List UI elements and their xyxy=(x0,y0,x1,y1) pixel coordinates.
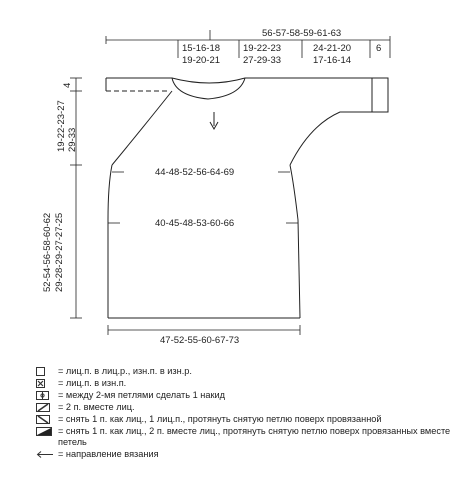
sleeve-bottom-label: 17-16-14 xyxy=(313,55,352,66)
arrow-left-icon xyxy=(36,449,58,460)
legend-item xyxy=(36,378,456,390)
legend-text: = снять 1 п. как лиц., 2 п. вместе лиц., протянуть снятую петлю поверх провязанных вместе петель xyxy=(58,426,451,447)
yarn-over-icon xyxy=(36,390,58,401)
body-total-bottom-label: 29-28-29-27-27-25 xyxy=(54,212,65,292)
legend-text: = снять 1 п. как лиц., 1 лиц.п., протянуть снятую петлю поверх провязанной xyxy=(58,414,382,424)
waist-label: 40-45-48-53-60-66 xyxy=(155,218,235,229)
width-markers xyxy=(108,172,298,223)
legend-text: = лиц.п. в лиц.р., изн.п. в изн.р. xyxy=(58,366,192,376)
yoke-small-label: 4 xyxy=(62,82,73,88)
legend-item xyxy=(36,414,456,426)
armhole-bottom-label: 29-33 xyxy=(67,127,78,152)
legend-item xyxy=(36,449,456,461)
legend-item xyxy=(36,426,456,449)
legend-item xyxy=(36,366,456,378)
ssk-icon xyxy=(36,414,58,425)
body-total-top-label: 52-54-56-58-60-62 xyxy=(42,212,53,292)
left-dimension-lines xyxy=(70,78,82,318)
legend-text: = 2 п. вместе лиц. xyxy=(58,402,135,412)
legend-text: = лиц.п. в изн.п. xyxy=(58,378,127,388)
raglan-bottom-label: 27-29-33 xyxy=(243,55,282,66)
legend-item xyxy=(36,402,456,414)
neck-bottom-label: 19-20-21 xyxy=(182,55,221,66)
sleeve-top-label: 24-21-20 xyxy=(313,43,352,54)
legend-item xyxy=(36,390,456,402)
chest-label: 44-48-52-56-64-69 xyxy=(155,167,235,178)
empty-square-icon xyxy=(36,366,58,377)
raglan-top-label: 19-22-23 xyxy=(243,43,282,54)
knitting-direction-arrow xyxy=(210,112,218,129)
legend xyxy=(36,366,456,461)
legend-text: = направление вязания xyxy=(58,449,159,459)
sk2p-icon xyxy=(36,426,58,437)
cross-square-icon xyxy=(36,378,58,389)
legend-text: = между 2-мя петлями сделать 1 накид xyxy=(58,390,225,400)
garment-outline xyxy=(106,78,388,318)
hem-label: 47-52-55-60-67-73 xyxy=(160,335,240,346)
neck-top-label: 15-16-18 xyxy=(182,43,221,54)
hem-dimension-line xyxy=(108,325,300,335)
top-cuff-label: 6 xyxy=(376,43,382,54)
top-total-label: 56-57-58-59-61-63 xyxy=(262,28,342,39)
armhole-top-label: 19-22-23-27 xyxy=(56,100,67,152)
k2tog-icon xyxy=(36,402,58,413)
